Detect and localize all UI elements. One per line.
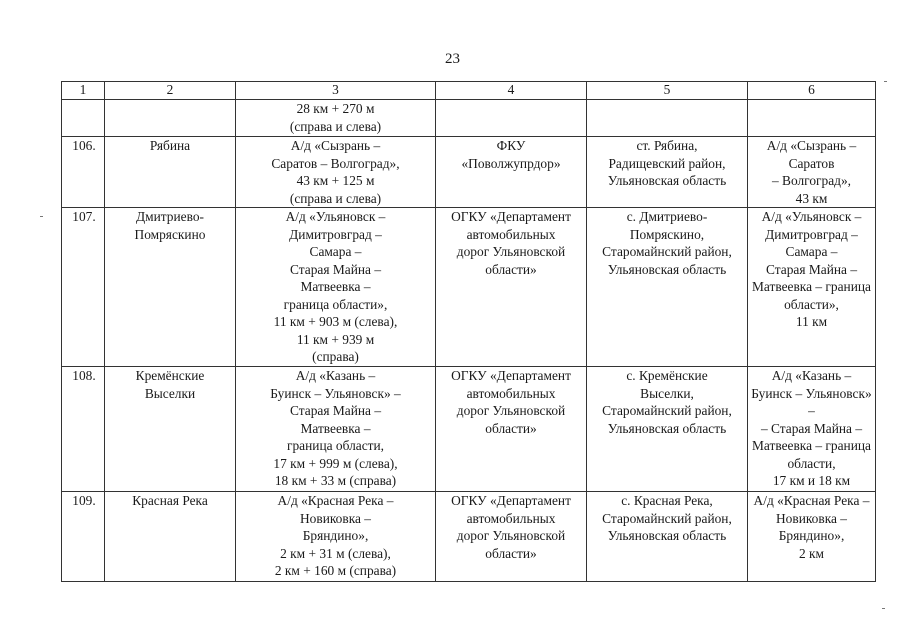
scan-speck bbox=[882, 608, 885, 609]
stop-name: Дмитриево- Помряскино bbox=[105, 208, 236, 367]
road-kilometer bbox=[748, 100, 876, 137]
column-header-4: 4 bbox=[436, 82, 587, 100]
road-location: А/д «Казань – Буинск – Ульяновск» – Старая Майна – Матвеевка – граница области, 17 км + 999 м (слева), 18 км + 33 м (справа) bbox=[236, 367, 436, 492]
row-number: 107. bbox=[62, 208, 105, 367]
road-kilometer: А/д «Казань – Буинск – Ульяновск» – – Старая Майна – Матвеевка – граница области, 17 км и 18 км bbox=[748, 367, 876, 492]
column-header-6: 6 bbox=[748, 82, 876, 100]
page-number: 23 bbox=[445, 51, 460, 67]
road-owner: ОГКУ «Департамент автомобильных дорог Ульяновской области» bbox=[436, 208, 587, 367]
stops-table bbox=[61, 81, 876, 582]
road-owner bbox=[436, 100, 587, 137]
road-kilometer: А/д «Красная Река – Новиковка – Бряндино», 2 км bbox=[748, 492, 876, 582]
settlement-location: ст. Рябина, Радищевский район, Ульяновская область bbox=[587, 137, 748, 208]
stop-name: Кремёнские Выселки bbox=[105, 367, 236, 492]
row-number: 108. bbox=[62, 367, 105, 492]
settlement-location: с. Красная Река, Старомайнский район, Ульяновская область bbox=[587, 492, 748, 582]
road-owner: ОГКУ «Департамент автомобильных дорог Ульяновской области» bbox=[436, 367, 587, 492]
road-kilometer: А/д «Ульяновск – Димитровград – Самара – Старая Майна – Матвеевка – граница области», 11 км bbox=[748, 208, 876, 367]
column-header-1: 1 bbox=[62, 82, 105, 100]
scan-speck bbox=[884, 81, 887, 82]
settlement-location: с. Кремёнские Выселки, Старомайнский район, Ульяновская область bbox=[587, 367, 748, 492]
road-location: А/д «Сызрань – Саратов – Волгоград», 43 км + 125 м (справа и слева) bbox=[236, 137, 436, 208]
table-row bbox=[62, 492, 876, 582]
row-number: 106. bbox=[62, 137, 105, 208]
column-header-5: 5 bbox=[587, 82, 748, 100]
settlement-location bbox=[587, 100, 748, 137]
road-location: А/д «Красная Река – Новиковка – Бряндино», 2 км + 31 м (слева), 2 км + 160 м (справа) bbox=[236, 492, 436, 582]
row-number bbox=[62, 100, 105, 137]
road-kilometer: А/д «Сызрань – Саратов – Волгоград», 43 км bbox=[748, 137, 876, 208]
stop-name bbox=[105, 100, 236, 137]
row-number: 109. bbox=[62, 492, 105, 582]
road-owner: ФКУ «Поволжупрдор» bbox=[436, 137, 587, 208]
table-row bbox=[62, 208, 876, 367]
scan-speck bbox=[40, 216, 43, 217]
table-row bbox=[62, 100, 876, 137]
road-location: 28 км + 270 м (справа и слева) bbox=[236, 100, 436, 137]
table-row bbox=[62, 367, 876, 492]
header-row bbox=[62, 82, 876, 100]
stop-name: Красная Река bbox=[105, 492, 236, 582]
table-row bbox=[62, 137, 876, 208]
column-header-2: 2 bbox=[105, 82, 236, 100]
stop-name: Рябина bbox=[105, 137, 236, 208]
settlement-location: с. Дмитриево- Помряскино, Старомайнский район, Ульяновская область bbox=[587, 208, 748, 367]
road-owner: ОГКУ «Департамент автомобильных дорог Ульяновской области» bbox=[436, 492, 587, 582]
column-header-3: 3 bbox=[236, 82, 436, 100]
road-location: А/д «Ульяновск – Димитровград – Самара – Старая Майна – Матвеевка – граница области», 11 км + 903 м (слева), 11 км + 939 м (справа) bbox=[236, 208, 436, 367]
